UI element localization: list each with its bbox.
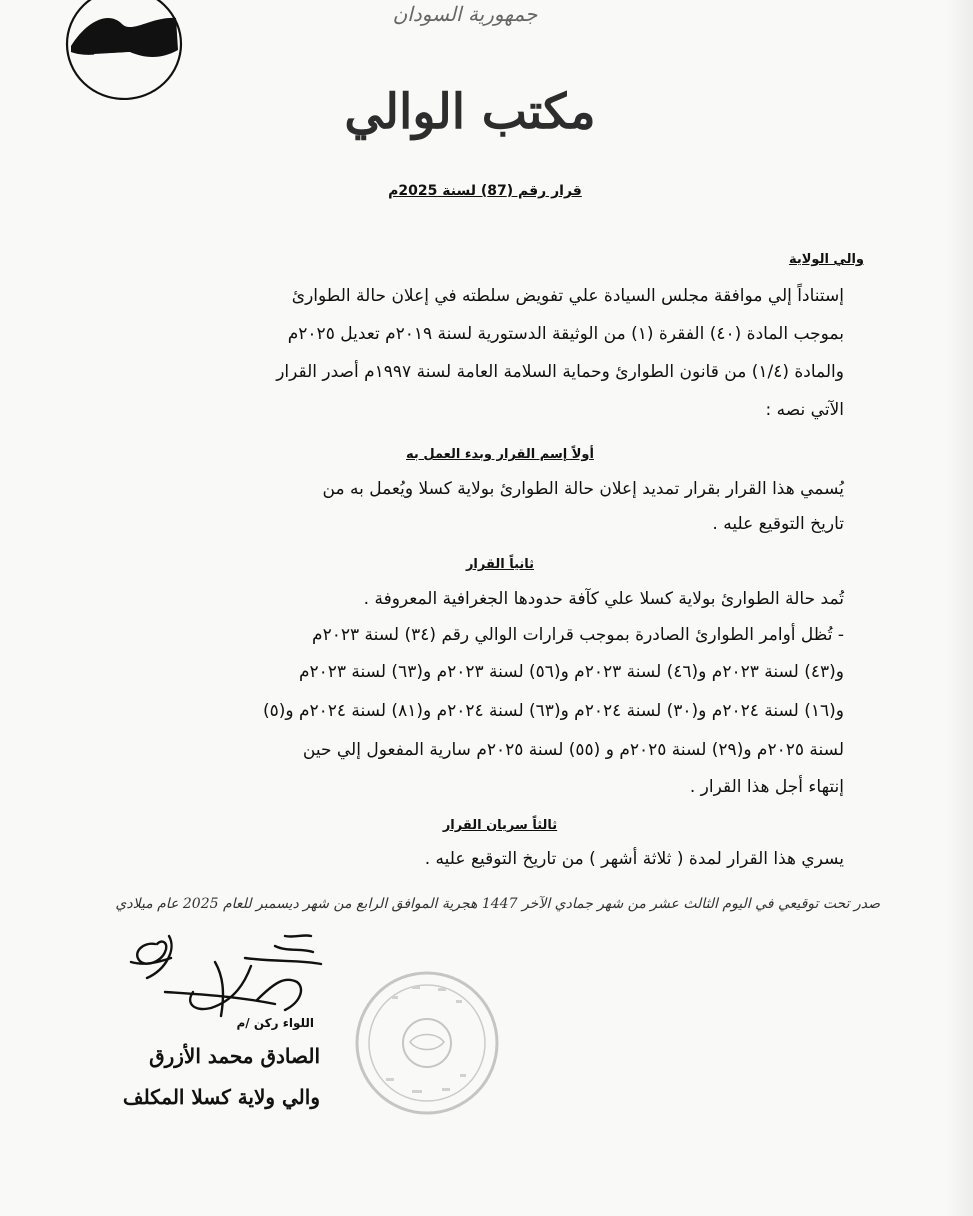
issued-statement: صدر تحت توقيعي في اليوم الثالث عشر من شهر جمادي الآخر 1447 هجرية الموافق الرابع من شهر ديسمبر للعام 2025 عام ميلادي <box>115 896 880 912</box>
section-line: - تُظل أوامر الطوارئ الصادرة بموجب قرارات الوالي رقم (٣٤) لسنة ٢٠٢٣م <box>312 625 844 645</box>
preamble-line: والمادة (١/٤) من قانون الطوارئ وحماية السلامة العامة لسنة ١٩٩٧م أصدر القرار <box>276 362 844 382</box>
office-logo <box>64 0 184 100</box>
page-edge-shadow <box>945 0 973 1216</box>
section-line: و(٤٣) لسنة ٢٠٢٣م و(٤٦) لسنة ٢٠٢٣م و(٥٦) لسنة ٢٠٢٣م و(٦٣) لسنة ٢٠٢٣م <box>298 662 844 682</box>
addressee: والي الولاية <box>788 252 864 267</box>
signatory-title: والي ولاية كسلا المكلف <box>122 1085 320 1109</box>
section-line: يُسمي هذا القرار بقرار تمديد إعلان حالة الطوارئ بولاية كسلا ويُعمل به من <box>322 479 844 499</box>
section-line: تُمد حالة الطوارئ بولاية كسلا علي كآفة حدودها الجغرافية المعروفة . <box>363 589 844 609</box>
section-line: يسري هذا القرار لمدة ( ثلاثة أشهر ) من تاريخ التوقيع عليه . <box>424 849 844 869</box>
section-line: تاريخ التوقيع عليه . <box>712 514 844 534</box>
decree-number: قرار رقم (87) لسنة 2025م <box>388 183 582 199</box>
section-heading-first: أولاً إسم القرار وبدء العمل به <box>406 447 594 462</box>
section-line: و(١٦) لسنة ٢٠٢٤م و(٣٠) لسنة ٢٠٢٤م و(٦٣) لسنة ٢٠٢٤م و(٨١) لسنة ٢٠٢٤م و(٥) <box>262 701 844 721</box>
preamble-line: بموجب المادة (٤٠) الفقرة (١) من الوثيقة الدستورية لسنة ٢٠١٩م تعديل ٢٠٢٥م <box>287 324 844 344</box>
preamble-line: الآتي نصه : <box>765 400 844 420</box>
section-line: إنتهاء أجل هذا القرار . <box>689 777 844 797</box>
section-line: لسنة ٢٠٢٥م و(٢٩) لسنة ٢٠٢٥م و (٥٥) لسنة ٢٠٢٥م سارية المفعول إلي حين <box>302 740 844 760</box>
section-heading-second: ثانياً القرار <box>465 557 535 572</box>
signatory-name: الصادق محمد الأزرق <box>149 1044 320 1068</box>
office-title: مكتب الوالي <box>344 84 596 140</box>
signatory-rank: اللواء ركن /م <box>236 1016 314 1030</box>
preamble-line: إستناداً إلي موافقة مجلس السيادة علي تفويض سلطته في إعلان حالة الطوارئ <box>291 286 844 306</box>
republic-heading: جمهورية السودان <box>392 2 538 26</box>
section-heading-third: ثالثاً سريان القرار <box>442 818 558 833</box>
official-stamp <box>352 968 502 1118</box>
